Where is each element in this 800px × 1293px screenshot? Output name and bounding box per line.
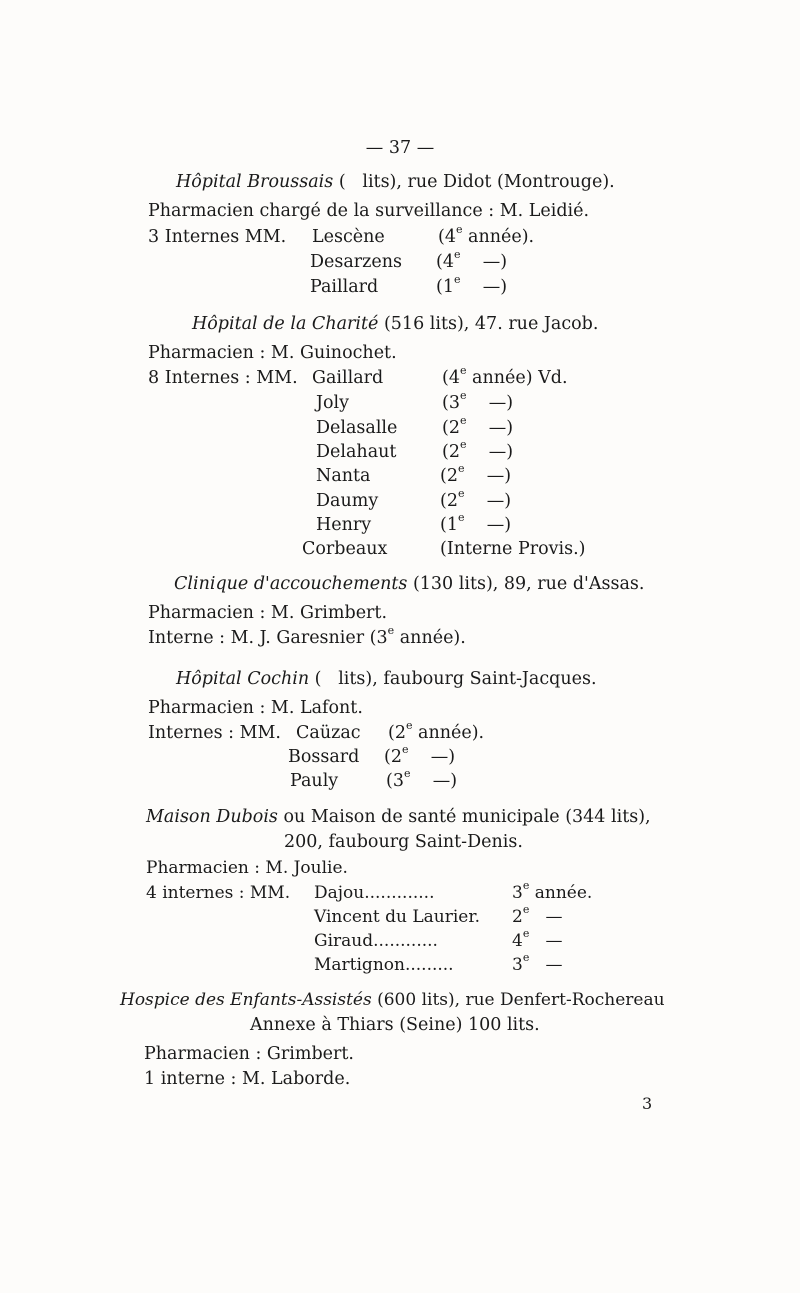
dubois-intern-3-year: 4e —	[512, 927, 563, 951]
charite-intern-8-year: (Interne Provis.)	[440, 539, 586, 559]
enfants-pharmacien: Pharmacien : Grimbert.	[144, 1044, 354, 1064]
enfants-rest: (600 lits), rue Denfert-Rochereau	[377, 990, 665, 1010]
dubois-intern-1-year: 3e année.	[512, 879, 593, 903]
cochin-intern-1-year: (2e année).	[388, 719, 485, 743]
charite-intern-1-name: Gaillard	[312, 368, 384, 388]
broussais-beds-open: (	[338, 172, 346, 192]
enfants-annexe: Annexe à Thiars (Seine) 100 lits.	[250, 1015, 540, 1035]
enfants-interne: 1 interne : M. Laborde.	[144, 1069, 351, 1089]
enfants-title: Hospice des Enfants-Assistés	[120, 990, 372, 1010]
dubois-intern-4-year: 3e —	[512, 951, 563, 975]
charite-intern-4-name: Delahaut	[316, 442, 397, 462]
charite-interns-label: 8 Internes : MM.	[148, 368, 298, 388]
charite-intern-3-year: (2e —)	[442, 414, 514, 438]
charite-intern-6-name: Daumy	[316, 491, 379, 511]
broussais-pharmacien: Pharmacien chargé de la surveillance : M. Leidié.	[148, 201, 590, 221]
cochin-interns-label: Internes : MM.	[148, 723, 281, 743]
dubois-intern-4-name: Martignon.........	[314, 955, 454, 975]
cochin-intern-3-name: Pauly	[290, 771, 339, 791]
page-number: — 37 —	[365, 138, 435, 158]
charite-intern-5-name: Nanta	[316, 466, 371, 486]
assas-interne: Interne : M. J. Garesnier (3e année).	[148, 624, 466, 648]
cochin-beds-rest: lits), faubourg Saint-Jacques.	[338, 669, 597, 689]
assas-beds: (130 lits), 89, rue d'Assas.	[412, 574, 645, 594]
charite-intern-7-year: (1e —)	[440, 511, 512, 535]
broussais-intern-2-year: (4e —)	[436, 248, 508, 272]
charite-intern-5-year: (2e —)	[440, 462, 512, 486]
cochin-intern-1-name: Caüzac	[296, 723, 361, 743]
broussais-intern-2-name: Desarzens	[310, 252, 402, 272]
charite-intern-1-year: (4e année) Vd.	[442, 364, 568, 388]
charite-title: Hôpital de la Charité	[192, 314, 379, 334]
cochin-beds-open: (	[314, 669, 322, 689]
charite-intern-8-name: Corbeaux	[302, 539, 388, 559]
cochin-heading	[176, 667, 597, 691]
charite-pharmacien: Pharmacien : M. Guinochet.	[148, 343, 397, 363]
cochin-intern-3-year: (3e —)	[386, 767, 458, 791]
assas-title: Clinique d'accouchements	[174, 574, 408, 594]
cochin-pharmacien: Pharmacien : M. Lafont.	[148, 698, 363, 718]
dubois-intern-3-name: Giraud............	[314, 931, 438, 951]
charite-intern-7-name: Henry	[316, 515, 372, 535]
broussais-beds-rest: lits), rue Didot (Montrouge).	[362, 172, 615, 192]
dubois-intern-2-year: 2e —	[512, 903, 563, 927]
cochin-title: Hôpital Cochin	[176, 669, 310, 689]
broussais-intern-1-name: Lescène	[312, 227, 385, 247]
charite-beds: (516 lits), 47. rue Jacob.	[383, 314, 599, 334]
broussais-title: Hôpital Broussais	[176, 172, 334, 192]
dubois-pharmacien: Pharmacien : M. Joulie.	[146, 858, 348, 878]
dubois-interns-label: 4 internes : MM.	[146, 883, 291, 903]
charite-intern-2-year: (3e —)	[442, 389, 514, 413]
assas-heading	[174, 572, 644, 596]
dubois-intern-1-name: Dajou.............	[314, 883, 435, 903]
dubois-intern-2-name: Vincent du Laurier.	[314, 907, 481, 927]
broussais-intern-3-year: (1e —)	[436, 273, 508, 297]
cochin-intern-2-name: Bossard	[288, 747, 360, 767]
dubois-heading	[146, 805, 651, 829]
charite-intern-2-name: Joly	[316, 393, 350, 413]
broussais-intern-1-year: (4e année).	[438, 223, 535, 247]
charite-heading	[192, 312, 598, 336]
dubois-address: 200, faubourg Saint-Denis.	[284, 832, 523, 852]
dubois-title: Maison Dubois	[146, 807, 278, 827]
broussais-interns-label: 3 Internes MM.	[148, 227, 287, 247]
broussais-intern-3-name: Paillard	[310, 277, 379, 297]
dubois-rest: ou Maison de santé municipale (344 lits),	[283, 807, 651, 827]
charite-intern-6-year: (2e —)	[440, 487, 512, 511]
cochin-intern-2-year: (2e —)	[384, 743, 456, 767]
enfants-heading	[120, 988, 665, 1012]
broussais-heading	[176, 170, 615, 194]
charite-intern-3-name: Delasalle	[316, 418, 398, 438]
signature-mark: 3	[642, 1094, 653, 1113]
assas-pharmacien: Pharmacien : M. Grimbert.	[148, 603, 388, 623]
charite-intern-4-year: (2e —)	[442, 438, 514, 462]
